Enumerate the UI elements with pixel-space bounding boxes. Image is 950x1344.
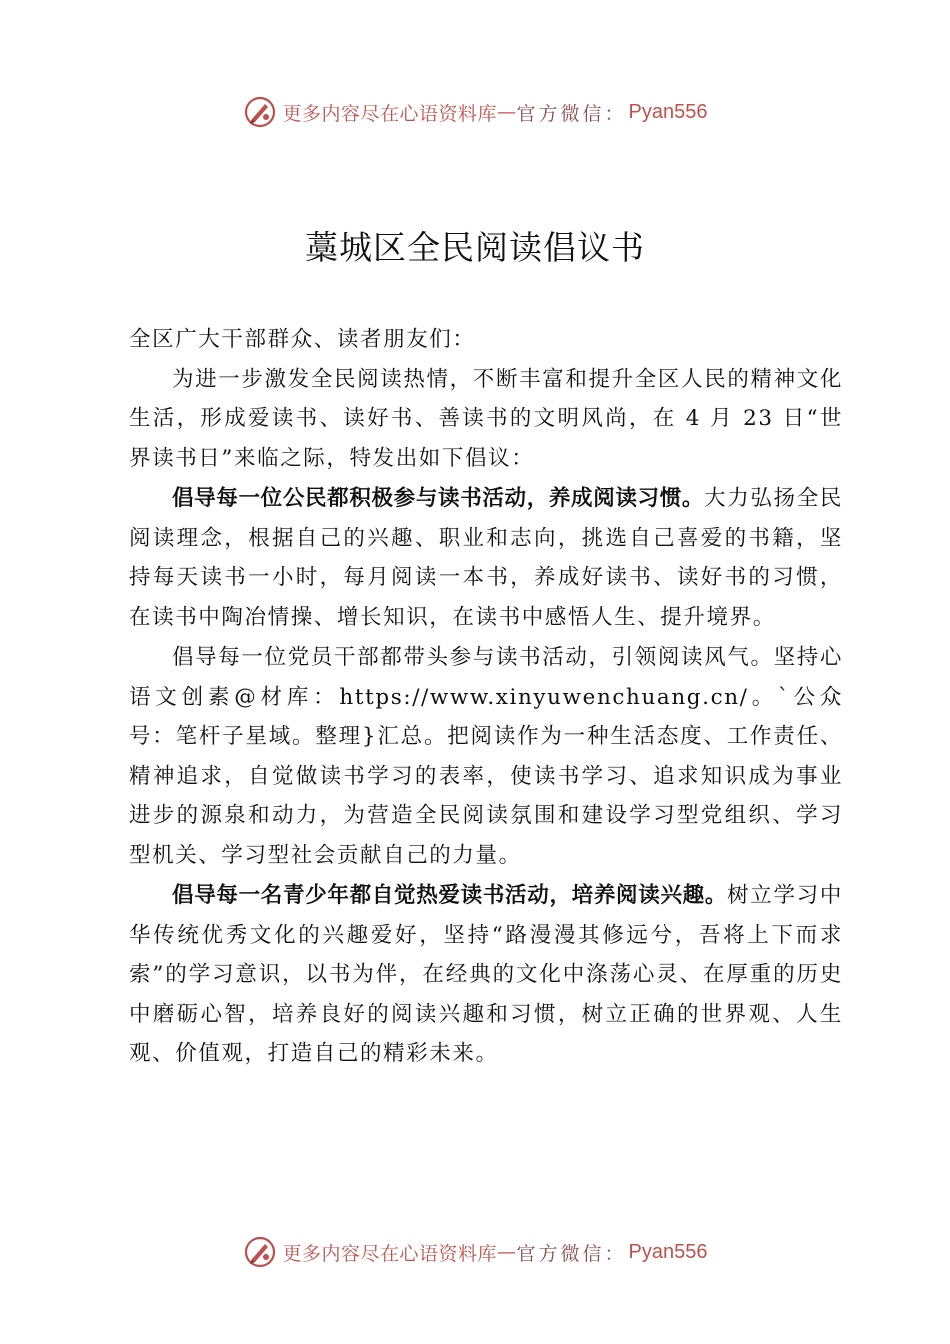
banner-handle: Pyan556 — [628, 100, 708, 123]
intro-paragraph: 为进一步激发全民阅读热情，不断丰富和提升全区人民的精神文化生活，形成爱读书、读好书、善读书的文明风尚，在 4 月 23 日“世界读书日”来临之际，特发出如下倡议： — [129, 366, 843, 471]
pen-logo-icon — [243, 1235, 277, 1269]
pen-logo-icon — [243, 95, 277, 129]
banner-text: 更多内容尽在心语资料库 — [282, 1242, 498, 1265]
paragraph-3-text: 树立学习中华传统优秀文化的兴趣爱好，坚持“路漫漫其修远兮，吾将上下而求索”的学习意识，以书为伴，在经典的文化中涤荡心灵、在厚重的历史中磨砺心智，培养良好的阅读兴趣和习惯，树立正确的世界观、人生观、价值观，打造自己的精彩未来。 — [129, 883, 843, 1066]
paragraph-3 — [129, 876, 843, 1074]
paragraph-1 — [129, 479, 843, 637]
banner-text: 更多内容尽在心语资料库 — [282, 102, 498, 125]
paragraph-3-lead: 倡导每一名青少年都自觉热爱读书活动，培养阅读兴趣。 — [172, 883, 728, 908]
document-title: 藁城区全民阅读倡议书 — [305, 228, 645, 267]
paragraph-2 — [129, 638, 843, 875]
paragraph-2-text: 坚持心语文创素@材库：https://www.xinyuwenchuang.cn/。`公众号：笔杆子星域。整理}汇总。把阅读作为一种生活态度、工作责任、精神追求，自觉做读书学习的表率，使读书学习、追求知识成为事业进步的源泉和动力，为营造全民阅读氛围和建设学习型党组织、学习型机关、学习型社会贡献自己的力量。 — [129, 645, 843, 868]
banner-dash: — — [497, 1241, 517, 1263]
banner-wechat-label: 官方微信： — [516, 1242, 627, 1265]
paragraph-2-lead: 倡导每一位党员干部都带头参与读书活动，引领阅读风气。 — [172, 645, 774, 670]
paragraph-1-text: 大力弘扬全民阅读理念，根据自己的兴趣、职业和志向，挑选自己喜爱的书籍，坚持每天读书一小时，每月阅读一本书，养成好读书、读好书的习惯，在读书中陶冶情操、增长知识，在读书中感悟人生、提升境界。 — [129, 486, 843, 630]
paragraph-1-lead: 倡导每一位公民都积极参与读书活动，养成阅读习惯。 — [172, 486, 705, 511]
document-body — [129, 320, 843, 1074]
banner-handle: Pyan556 — [628, 1240, 708, 1263]
header-banner — [0, 92, 950, 132]
banner-dash: — — [497, 101, 517, 123]
banner-wechat-label: 官方微信： — [516, 102, 627, 125]
footer-banner — [0, 1232, 950, 1272]
salutation: 全区广大干部群众、读者朋友们： — [129, 327, 476, 352]
